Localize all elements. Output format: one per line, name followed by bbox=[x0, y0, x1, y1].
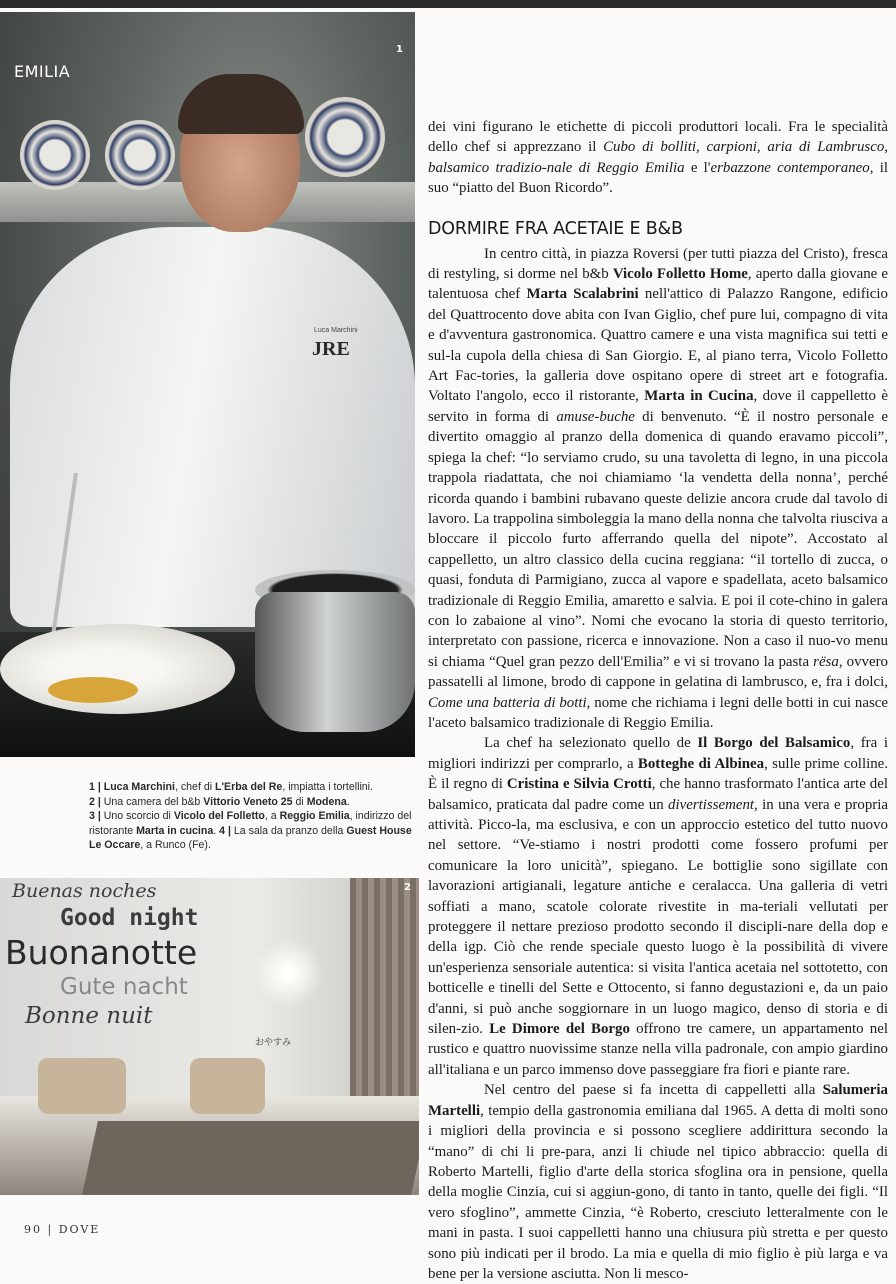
section-label: EMILIA bbox=[14, 62, 71, 81]
pillow bbox=[190, 1058, 265, 1114]
text-run: , a bbox=[264, 810, 280, 822]
pillow bbox=[38, 1058, 126, 1114]
chef-hair bbox=[178, 74, 304, 134]
text-run: e l' bbox=[684, 159, 711, 176]
text-run: , il suo “piatto del Buon Ricordo”. bbox=[428, 159, 888, 197]
tortellini bbox=[48, 677, 138, 703]
text-run: nell'attico di Palazzo Rangone, edificio del Quattrocento dove abita con Ivan Giglio, chef pure lui, compagno di vita e d'avventura gastronomica. Quattro camere e una vista magnifica sui tetti e sul-la cupola della chiesa di San Giorgio. E, al piano terra, Vicolo Folletto Art Fac-tories, la galleria dove ospitano opere di street art e fotografia. Voltato l'angolo, ecco il ristorante, bbox=[428, 286, 889, 405]
text-run: di benvenuto. “È il nostro personale e divertito omaggio al pranzo della domenica di quando eravamo piccoli”, spiega la chef: “lo serviamo crudo, su una tavoletta di legno, in una piccola trappola riadattata, che noi chiamiamo ‘la vendetta della nonna’, perché ricorda quando i bambini rubavano queste delizie ancora crude dal tavolo di lavoro. La trappolina simboleggia la mano della nonna che talvolta riusciva a bloccare il piccolo furto afferrando quella del nipote”. Accostato al cappelletto, un altro classico della cucina reggiana: “il tortello di zucca, o quasi, fonduta di Parmigiano, zucca al vapore e spadellata, aceto balsamico tradizionale di Reggio Emilia, amaretto e salvia. E poi il cote-chino in galera con lo zabaione al vino”. Nomi che evocano la storia di questo territorio, interpretato con passione, ricerca e innovazione. Non a caso il nuo-vo menu si chiama “Quel gran pezzo dell'Emilia” e vi si trovano la pasta bbox=[428, 408, 889, 670]
wall-text: Gute nacht bbox=[60, 974, 188, 1000]
coat-logo: JRE bbox=[312, 338, 350, 360]
bold-name: Marta Scalabrini bbox=[526, 286, 639, 303]
pot bbox=[255, 592, 415, 732]
photo-number: 2 bbox=[404, 882, 411, 893]
bed-throw bbox=[82, 1121, 419, 1195]
bold-name: Vittorio Veneto 25 bbox=[203, 795, 293, 808]
text-run: Una camera del b&b bbox=[103, 795, 204, 808]
italic-term: divertissement bbox=[668, 796, 755, 813]
footer-separator: | bbox=[47, 1223, 54, 1236]
text-run: La chef ha selezionato quello de bbox=[484, 735, 698, 752]
paragraph bbox=[428, 1080, 888, 1284]
wall-text: おやすみ bbox=[255, 1037, 292, 1047]
page-number: 90 bbox=[24, 1223, 42, 1236]
page-footer bbox=[24, 1223, 100, 1236]
article-body bbox=[428, 117, 888, 1284]
curtain bbox=[350, 878, 419, 1113]
bold-name: Botteghe di Albinea bbox=[637, 755, 765, 772]
photo-captions bbox=[89, 780, 417, 853]
bold-name: Guest House Le Occare bbox=[89, 824, 412, 851]
wall-text: Bonne nuit bbox=[25, 1003, 153, 1029]
bold-name: Reggio Emilia bbox=[279, 810, 350, 822]
bold-name: Marta in cucina bbox=[136, 824, 214, 837]
caption-line bbox=[89, 780, 417, 795]
text-run: , tempio della gastronomia emiliana dal 1965. A detta di molti sono i migliori della provincia e si possono scegliere addirittura secondo la “mano” di chi li pre-para, anzi li chiude nel tipico abbraccio: quella di Roberto Martelli, figlio d'arte della storica sfoglina ora in pensione, quella della moglie Cinzia, cui si aggiun-gono, di tanto in tanto, quelle dei figli. “Il vero sfoglino”, ammette Cinzia, “è Roberto, cresciuto letteralmente con le mani in pasta. I suoi cappelletti hanno una chiusura più stretta e per questo sono più indicati per il brodo. La mia e quella di mio figlio è più larga e va bene per la versione asciutta. Non li mesco- bbox=[428, 1102, 888, 1282]
bold-name: L'Erba del Re bbox=[215, 781, 283, 793]
text-run: Nel centro del paese si fa incetta di cappelletti alla bbox=[484, 1082, 823, 1099]
bold-name: 1 | Luca Marchini bbox=[89, 781, 175, 793]
bold-name: Vicolo Folletto Home bbox=[612, 266, 748, 283]
text-run: , impiatta i tortellini. bbox=[282, 781, 373, 793]
text-run: , a Runco (Fe). bbox=[140, 839, 211, 851]
bold-name: Vicolo del Folletto bbox=[173, 810, 265, 822]
text-run: , fra i migliori indirizzi per comprarlo, a bbox=[428, 735, 888, 772]
bold-name: Salumeria Martelli bbox=[428, 1082, 888, 1119]
coat-name: Luca Marchini bbox=[314, 327, 358, 334]
text-run: , che hanno trasformato l'antica arte del balsamico, praticata dal padre come un bbox=[428, 776, 888, 813]
section-heading: DORMIRE FRA ACETAIE E B&B bbox=[428, 218, 683, 239]
caption-line bbox=[89, 809, 417, 853]
italic-term: erbazzone contemporaneo bbox=[710, 159, 870, 176]
wall-text: Good night bbox=[60, 905, 199, 931]
lamp-glow bbox=[253, 938, 323, 1008]
paragraph bbox=[428, 117, 888, 199]
text-run: , in una vera e propria attività. Picco-la, ma esclusiva, e con un approccio estetico del tutto nuovo nel settore. “Ve-stiamo i nostri prodotti come fossero profumi per comunicare la loro unicità”, spiegano. Le bottiglie sono sigillate con lavorazioni artigianali, legature antiche e ceralacca. Una galleria di vetri soffiati a mano, scatole colorate rivestite in ma-teriali vellutati per proteggere il nettare prezioso prodotto secondo il discipli-nare della dop e della igp. Ciò che rende speciale questo luogo è la possibilità di vivere un'esperienza sensoriale autentica: si visita l'antica acetaia nel sottotetto, con botticelle e tinelli del Sette e Ottocento, si fanno degustazioni e, da un paio d'anni, si può anche soggiornare in un luogo magico, denso di storia e di silen-zio. bbox=[428, 796, 888, 1038]
decor-plate bbox=[20, 120, 90, 190]
text-run: , ovvero passatelli al limone, brodo di cappone in gelatina di lambrusco, e, fra i dolci, bbox=[428, 653, 888, 691]
photo-number: 1 bbox=[396, 44, 403, 55]
bold-name: 3 | bbox=[89, 810, 104, 822]
text-run: dei vini figurano le etichette di piccoli produttori locali. Fra le specialità dello chef si apprezzano il bbox=[428, 119, 888, 156]
text-run: , dove il cappelletto è servito in forma di bbox=[428, 388, 888, 425]
bold-name: Marta in Cucina bbox=[644, 388, 754, 405]
text-run: La sala da pranzo della bbox=[233, 824, 347, 837]
bold-name: 4 | bbox=[219, 824, 234, 837]
scan-edge bbox=[0, 0, 896, 8]
bold-name: Il Borgo del Balsamico bbox=[697, 735, 851, 752]
text-run: , chef di bbox=[174, 781, 216, 793]
text-run: Uno scorcio di bbox=[103, 810, 174, 822]
italic-term: Come una batteria di botti bbox=[428, 694, 587, 711]
bold-name: Cristina e Silvia Crotti bbox=[506, 776, 652, 793]
text-run: offrono tre camere, un appartamento nel rustico e quattro nuovissime stanze nella villa padronale, con ampio giardino all'italiana e un parco immenso dove passeggiare fra fiori e piante rare. bbox=[428, 1021, 888, 1078]
text-run: di bbox=[292, 795, 307, 808]
bold-name: Modena bbox=[306, 795, 347, 808]
magazine-name: DOVE bbox=[58, 1223, 101, 1236]
italic-term: Cubo di bolliti, carpioni, aria di Lambrusco, balsamico tradizio-nale di Reggio Emilia bbox=[428, 139, 888, 176]
text-run: . bbox=[213, 824, 220, 837]
text-run: , aperto dalla giovane e talentuosa chef bbox=[428, 266, 888, 303]
bold-name: Le Dimore del Borgo bbox=[489, 1021, 630, 1038]
italic-term: amuse-buche bbox=[556, 408, 635, 425]
caption-line bbox=[89, 795, 417, 810]
photo-bedroom bbox=[0, 878, 419, 1195]
text-run: . bbox=[346, 795, 350, 808]
chef-coat bbox=[10, 227, 415, 627]
decor-plate bbox=[105, 120, 175, 190]
italic-term: rësa bbox=[813, 653, 839, 670]
wall-text: Buenas noches bbox=[12, 880, 157, 902]
bold-name: 2 | bbox=[89, 795, 104, 808]
decor-plate bbox=[305, 97, 385, 177]
text-run: In centro città, in piazza Roversi (per tutti piazza del Cristo), fresca di restyling, si dorme nel b&b bbox=[428, 245, 888, 283]
text-run: , indirizzo del ristorante bbox=[89, 810, 412, 837]
text-run: , nome che richiama i legni delle botti in cui nasce l'aceto balsamico tradizionale di Reggio Emilia. bbox=[428, 694, 888, 731]
wall-text: Buonanotte bbox=[5, 933, 198, 972]
text-run: , sulle prime colline. È il regno di bbox=[428, 755, 888, 793]
paragraph bbox=[428, 244, 888, 734]
photo-chef-plating bbox=[0, 12, 415, 757]
paragraph bbox=[428, 733, 888, 1080]
